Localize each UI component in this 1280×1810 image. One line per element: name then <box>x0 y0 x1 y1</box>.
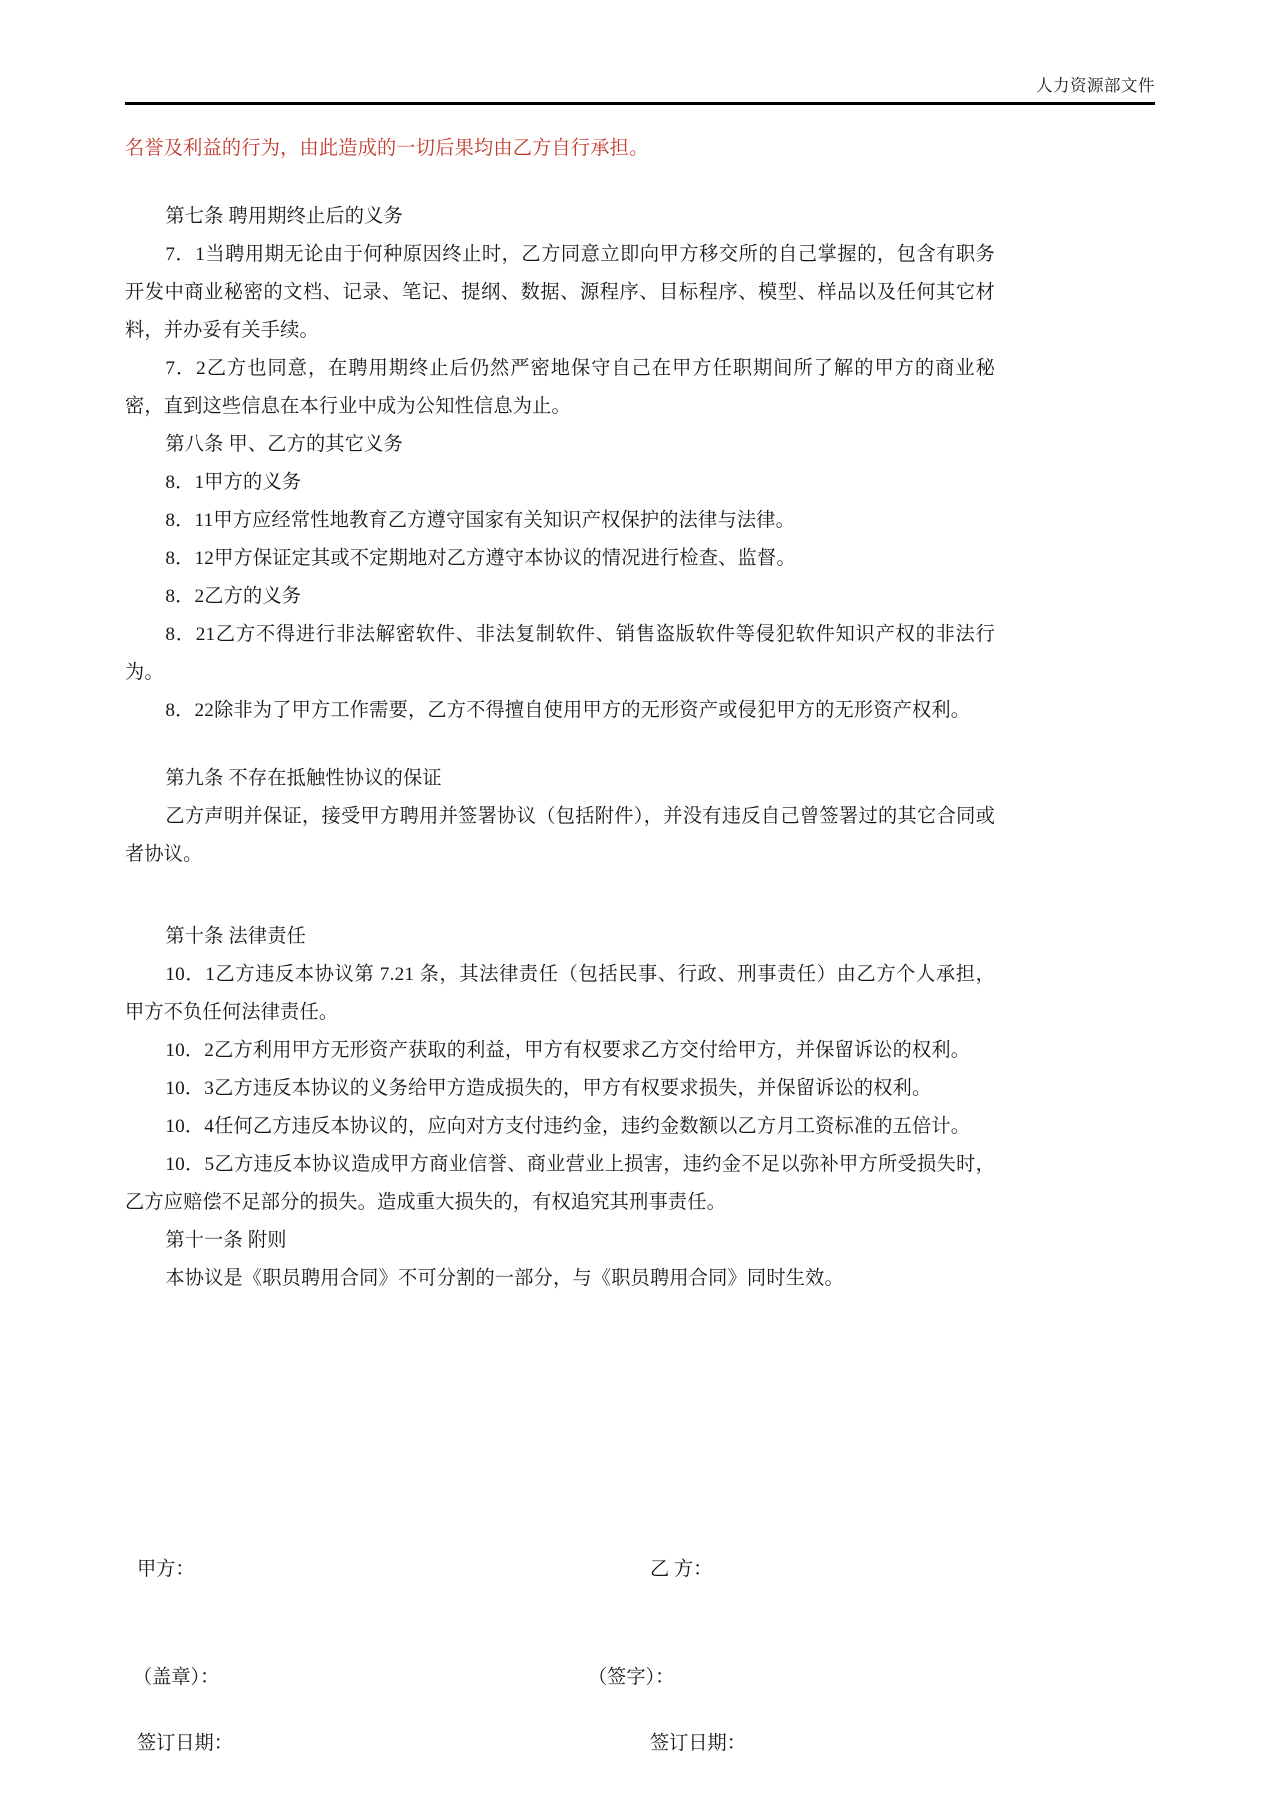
clause-8-21: 8．21乙方不得进行非法解密软件、非法复制软件、销售盗版软件等侵犯软件知识产权的非法行为。 <box>125 624 995 683</box>
continued-red-paragraph: 名誉及利益的行为，由此造成的一切后果均由乙方自行承担。 <box>125 138 649 159</box>
header-divider <box>125 102 1155 105</box>
page-header <box>125 74 1155 108</box>
party-b-sign-label: （签字）： <box>588 1667 675 1688</box>
article-11-heading: 第十一条 附则 <box>165 1230 287 1251</box>
spacer <box>125 168 995 198</box>
party-b-date-label: 签订日期： <box>650 1733 746 1754</box>
clause-8-11: 8．11甲方应经常性地教育乙方遵守国家有关知识产权保护的法律与法律。 <box>165 510 795 531</box>
signature-party-row <box>125 1553 995 1587</box>
party-b-label: 乙 方： <box>650 1559 713 1580</box>
clause-8-22: 8．22除非为了甲方工作需要，乙方不得擅自使用甲方的无形资产或侵犯甲方的无形资产权利。 <box>165 700 971 721</box>
clause-10-5: 10．5乙方违反本协议造成甲方商业信誉、商业营业上损害，违约金不足以弥补甲方所受损失时，乙方应赔偿不足部分的损失。造成重大损失的，有权追究其刑事责任。 <box>125 1154 995 1213</box>
article-7-heading: 第七条 聘用期终止后的义务 <box>165 206 403 227</box>
signature-date-row <box>125 1727 995 1761</box>
clause-7-2: 7．2乙方也同意，在聘用期终止后仍然严密地保守自己在甲方任职期间所了解的甲方的商业秘密，直到这些信息在本行业中成为公知性信息为止。 <box>125 358 995 417</box>
article-9-paragraph: 乙方声明并保证，接受甲方聘用并签署协议（包括附件），并没有违反自己曾签署过的其它合同或者协议。 <box>125 806 995 865</box>
party-a-date-label: 签订日期： <box>137 1733 233 1754</box>
party-a-seal-label: （盖章）： <box>133 1667 220 1688</box>
article-9-heading: 第九条 不存在抵触性协议的保证 <box>165 768 442 789</box>
spacer <box>125 730 995 760</box>
spacer <box>125 1587 995 1661</box>
clause-10-1: 10．1乙方违反本协议第 7.21 条，其法律责任（包括民事、行政、刑事责任）由乙方个人承担，甲方不负任何法律责任。 <box>125 964 995 1023</box>
clause-8-12: 8．12甲方保证定其或不定期地对乙方遵守本协议的情况进行检查、监督。 <box>165 548 796 569</box>
article-8-heading: 第八条 甲、乙方的其它义务 <box>165 434 403 455</box>
article-10-heading: 第十条 法律责任 <box>165 926 307 947</box>
clause-10-4: 10．4任何乙方违反本协议的，应向对方支付违约金，违约金数额以乙方月工资标准的五倍计。 <box>165 1116 971 1137</box>
party-a-label: 甲方： <box>137 1559 195 1580</box>
spacer <box>125 1695 995 1727</box>
clause-7-1: 7．1当聘用期无论由于何种原因终止时，乙方同意立即向甲方移交所的自己掌握的，包含有职务开发中商业秘密的文档、记录、笔记、提纲、数据、源程序、目标程序、模型、样品以及任何其它材料，并办妥有关手续。 <box>125 244 995 341</box>
clause-10-3: 10．3乙方违反本协议的义务给甲方造成损失的，甲方有权要求损失，并保留诉讼的权利。 <box>165 1078 932 1099</box>
clause-10-2: 10．2乙方利用甲方无形资产获取的利益，甲方有权要求乙方交付给甲方，并保留诉讼的权利。 <box>165 1040 971 1061</box>
clause-8-1: 8．1甲方的义务 <box>165 472 302 493</box>
header-title: 人力资源部文件 <box>1036 76 1155 95</box>
document-body <box>125 130 995 1298</box>
clause-8-2: 8．2乙方的义务 <box>165 586 302 607</box>
signature-seal-row <box>125 1661 995 1695</box>
signature-block <box>125 1553 995 1761</box>
spacer <box>125 874 995 918</box>
article-11-paragraph: 本协议是《职员聘用合同》不可分割的一部分，与《职员聘用合同》同时生效。 <box>165 1268 844 1289</box>
